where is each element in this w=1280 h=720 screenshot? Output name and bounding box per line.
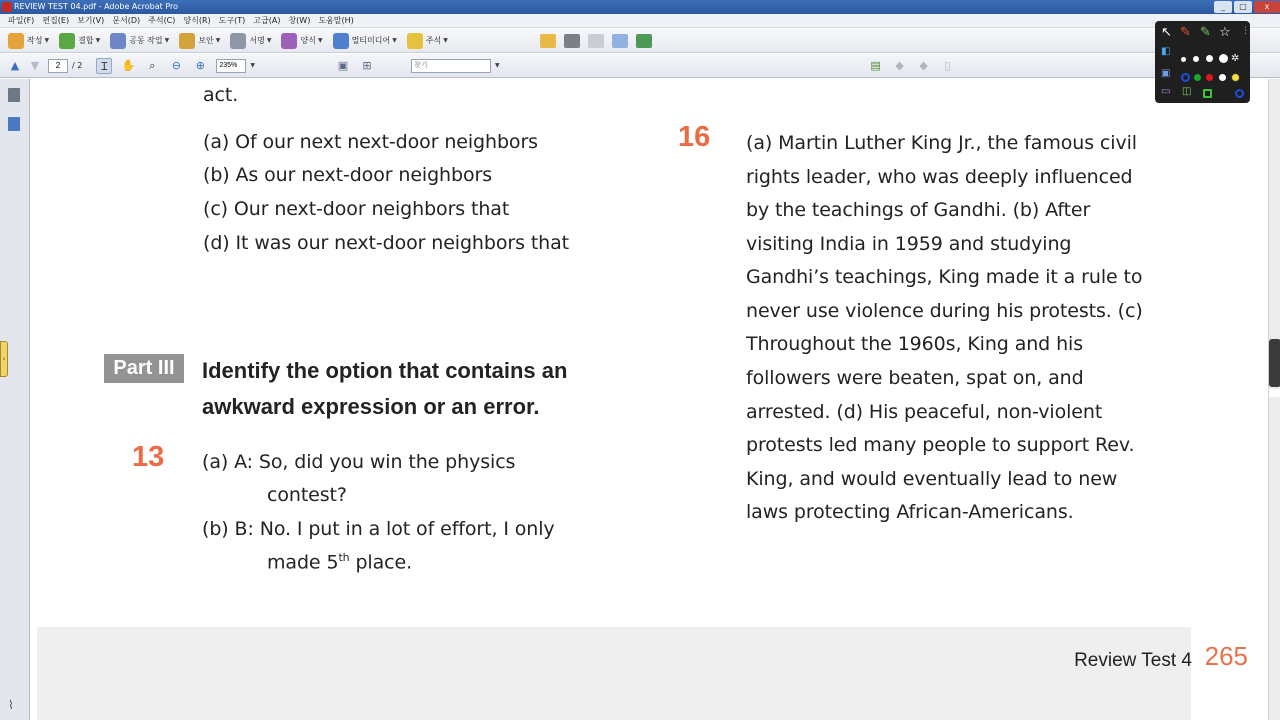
forms-button[interactable] [281,33,322,49]
q16-line: protests led many people to support Rev. [746,434,1135,456]
back-view-icon[interactable]: ◆ [895,58,904,72]
q13-b-text: made 5 [267,551,339,574]
q16-line: laws protecting African-Americans. [746,501,1074,523]
scrollbar-gap [1269,389,1280,397]
zoom-level-input[interactable] [216,59,246,73]
q13-b-text-end: place. [349,551,413,574]
document-view [31,79,1268,720]
minimize-button[interactable]: _ [1214,1,1232,13]
gear-icon[interactable]: ✲ [1231,53,1240,64]
chevron-down-icon: ▼ [392,37,397,44]
page-display-icon[interactable]: ▯ [944,58,951,72]
q16-line: visiting India in 1959 and studying [746,233,1072,255]
zoom-in-icon[interactable]: ⊕ [195,58,205,72]
open-folder-icon[interactable] [540,34,556,48]
q13-a-line1: (a) A: So, did you win the physics [202,451,516,473]
palette-grip-icon[interactable]: ⋮ [1241,26,1250,36]
collaborate-label: 공동 작업 [129,36,163,45]
menu-bar [0,14,1280,28]
star-icon[interactable]: ☆ [1219,25,1231,40]
q16-line: (a) Martin Luther King Jr., the famous civil [746,132,1137,154]
comment-label: 주석 [425,36,442,45]
menu-tools[interactable]: 도구(T) [218,16,246,25]
page-footer-band [37,627,1191,720]
find-input[interactable] [411,59,491,73]
white-color-swatch[interactable] [1219,74,1226,81]
left-navigation-pane [0,79,30,720]
clear-icon[interactable]: ◫ [1182,86,1192,97]
q16-line: Throughout the 1960s, King and his [746,333,1084,355]
task-toolbar [0,29,1280,53]
menu-edit[interactable]: 편집(E) [42,16,70,25]
sign-button[interactable] [230,33,271,49]
fit-page-icon[interactable]: ▣ [337,58,349,72]
q16-line: rights leader, who was deeply influenced [746,166,1133,188]
menu-view[interactable]: 보기(V) [77,16,105,25]
comment-button[interactable] [407,33,448,49]
acrobat-app-icon [2,2,12,12]
menu-file[interactable]: 파일(F) [8,16,35,25]
part-badge: Part III [104,354,184,383]
menu-document[interactable]: 문서(D) [112,16,141,25]
green-color-swatch[interactable] [1194,74,1201,81]
rect-shape-icon[interactable] [1203,89,1212,98]
save-icon[interactable] [588,34,604,48]
create-button[interactable] [8,33,49,49]
eraser-icon[interactable]: ◧ [1161,46,1171,57]
q16-line: by the teachings of Gandhi. (b) After [746,199,1091,221]
chevron-down-icon: ▼ [443,37,448,44]
zoom-dropdown-icon[interactable]: ▼ [250,62,255,69]
q16-line: arrested. (d) His peaceful, non-violent [746,401,1103,423]
forms-label: 양식 [300,36,316,45]
highlighter-icon[interactable]: ✎ [1200,25,1211,40]
q12-option-b: (b) As our next-door neighbors [203,164,492,186]
pointer-icon[interactable]: ↖ [1161,25,1172,40]
secure-button[interactable] [179,33,220,49]
forms-icon [281,33,297,49]
question-number-16: 16 [678,121,711,153]
page-number-input[interactable] [48,59,68,73]
q13-b-line2 [267,551,412,573]
sign-label: 서명 [249,36,265,45]
combine-icon [59,33,75,49]
text-line: act. [203,84,239,106]
previous-page-icon[interactable]: ▲ [10,58,20,72]
menu-window[interactable]: 창(W) [288,16,311,25]
circle-shape-icon[interactable] [1235,89,1244,98]
vertical-scrollbar[interactable] [1268,79,1280,720]
pen-icon[interactable]: ✎ [1180,25,1191,40]
size-dot-icon[interactable] [1193,56,1199,62]
pane-expand-tab[interactable]: › [0,341,8,377]
footer-label: Review Test 4 [1074,650,1192,671]
chevron-down-icon: ▼ [215,37,221,44]
part-title-line2: awkward expression or an error. [202,394,540,419]
collaborate-icon [110,33,126,49]
marquee-zoom-icon[interactable]: ⌕ [149,58,156,72]
footer-page-number: 265 [1204,641,1248,671]
part-title-line1: Identify the option that contains an [202,358,568,383]
share-icon[interactable] [636,34,652,48]
q13-a-line2: contest? [267,484,347,506]
menu-help[interactable]: 도움말(H) [318,16,354,25]
q13-b-line1: (b) B: No. I put in a lot of effort, I only [202,518,555,540]
q16-line: never use violence during his protests. (c) [746,300,1143,322]
attachments-clip-icon[interactable]: ⌇ [8,698,14,712]
select-text-tool-icon[interactable]: Ɪ [96,58,112,74]
chevron-down-icon: ▼ [95,37,101,44]
combine-button[interactable] [59,33,100,49]
window-titlebar [0,0,1280,14]
screen-icon[interactable]: ▣ [1161,68,1171,79]
superscript: th [338,551,350,564]
chevron-down-icon: ▼ [317,37,323,44]
chevron-down-icon: ▼ [266,37,272,44]
zoom-out-icon[interactable]: ⊖ [171,58,181,72]
forward-view-icon[interactable]: ◆ [919,58,928,72]
email-icon[interactable] [612,34,628,48]
window-title: REVIEW TEST 04.pdf - Adobe Acrobat Pro [14,2,179,11]
scrollbar-thumb[interactable] [1269,339,1280,387]
multimedia-icon [333,33,349,49]
menu-comments[interactable]: 주석(C) [148,16,176,25]
yellow-color-swatch[interactable] [1231,73,1240,82]
multimedia-label: 멀티미디어 [351,36,391,45]
q12-option-d: (d) It was our next-door neighbors that [203,232,569,254]
whiteboard-icon[interactable]: ▭ [1161,86,1171,97]
maximize-button[interactable]: □ [1234,1,1252,13]
next-page-icon[interactable]: ▼ [30,58,40,72]
menu-forms[interactable]: 양식(R) [183,16,211,25]
chevron-down-icon: ▼ [44,37,50,44]
pages-panel-icon[interactable] [8,88,20,102]
hand-tool-icon[interactable]: ✋ [121,58,136,72]
collaborate-button[interactable] [110,33,169,49]
lock-icon [179,33,195,49]
blue-color-swatch[interactable] [1181,73,1190,82]
q16-line: followers were beaten, spat on, and [746,367,1084,389]
menu-advanced[interactable]: 고급(A) [253,16,281,25]
bookmarks-panel-icon[interactable] [8,117,20,131]
create-label: 작성 [27,36,43,45]
chevron-down-icon: ▼ [164,37,170,44]
create-pdf-icon [8,33,24,49]
q16-line: Gandhi’s teachings, King made it a rule to [746,266,1143,288]
q12-option-c: (c) Our next-door neighbors that [203,198,510,220]
pen-icon [230,33,246,49]
red-color-swatch[interactable] [1206,74,1213,81]
find-dropdown-icon[interactable]: ▼ [494,62,500,69]
size-dot-icon[interactable] [1206,55,1213,62]
secure-label: 보안 [198,36,214,45]
page-total-label: / 2 [72,61,83,70]
fit-width-icon[interactable]: ⊞ [362,58,372,72]
q16-line: King, and would eventually lead to new [746,468,1118,490]
multimedia-button[interactable] [333,33,397,49]
close-button[interactable]: x [1254,1,1280,13]
q12-option-a: (a) Of our next next-door neighbors [203,131,538,153]
size-dot-icon[interactable] [1219,54,1228,63]
print-icon[interactable] [564,34,580,48]
size-dot-icon[interactable] [1181,57,1186,62]
question-number-13: 13 [132,441,165,473]
window-controls [1212,0,1280,14]
comment-icon [407,33,423,49]
navigation-toolbar [0,54,1280,78]
pen-palette [1155,21,1250,103]
forms-toolbar-icon[interactable]: ▤ [870,58,881,72]
combine-label: 결합 [78,36,94,45]
